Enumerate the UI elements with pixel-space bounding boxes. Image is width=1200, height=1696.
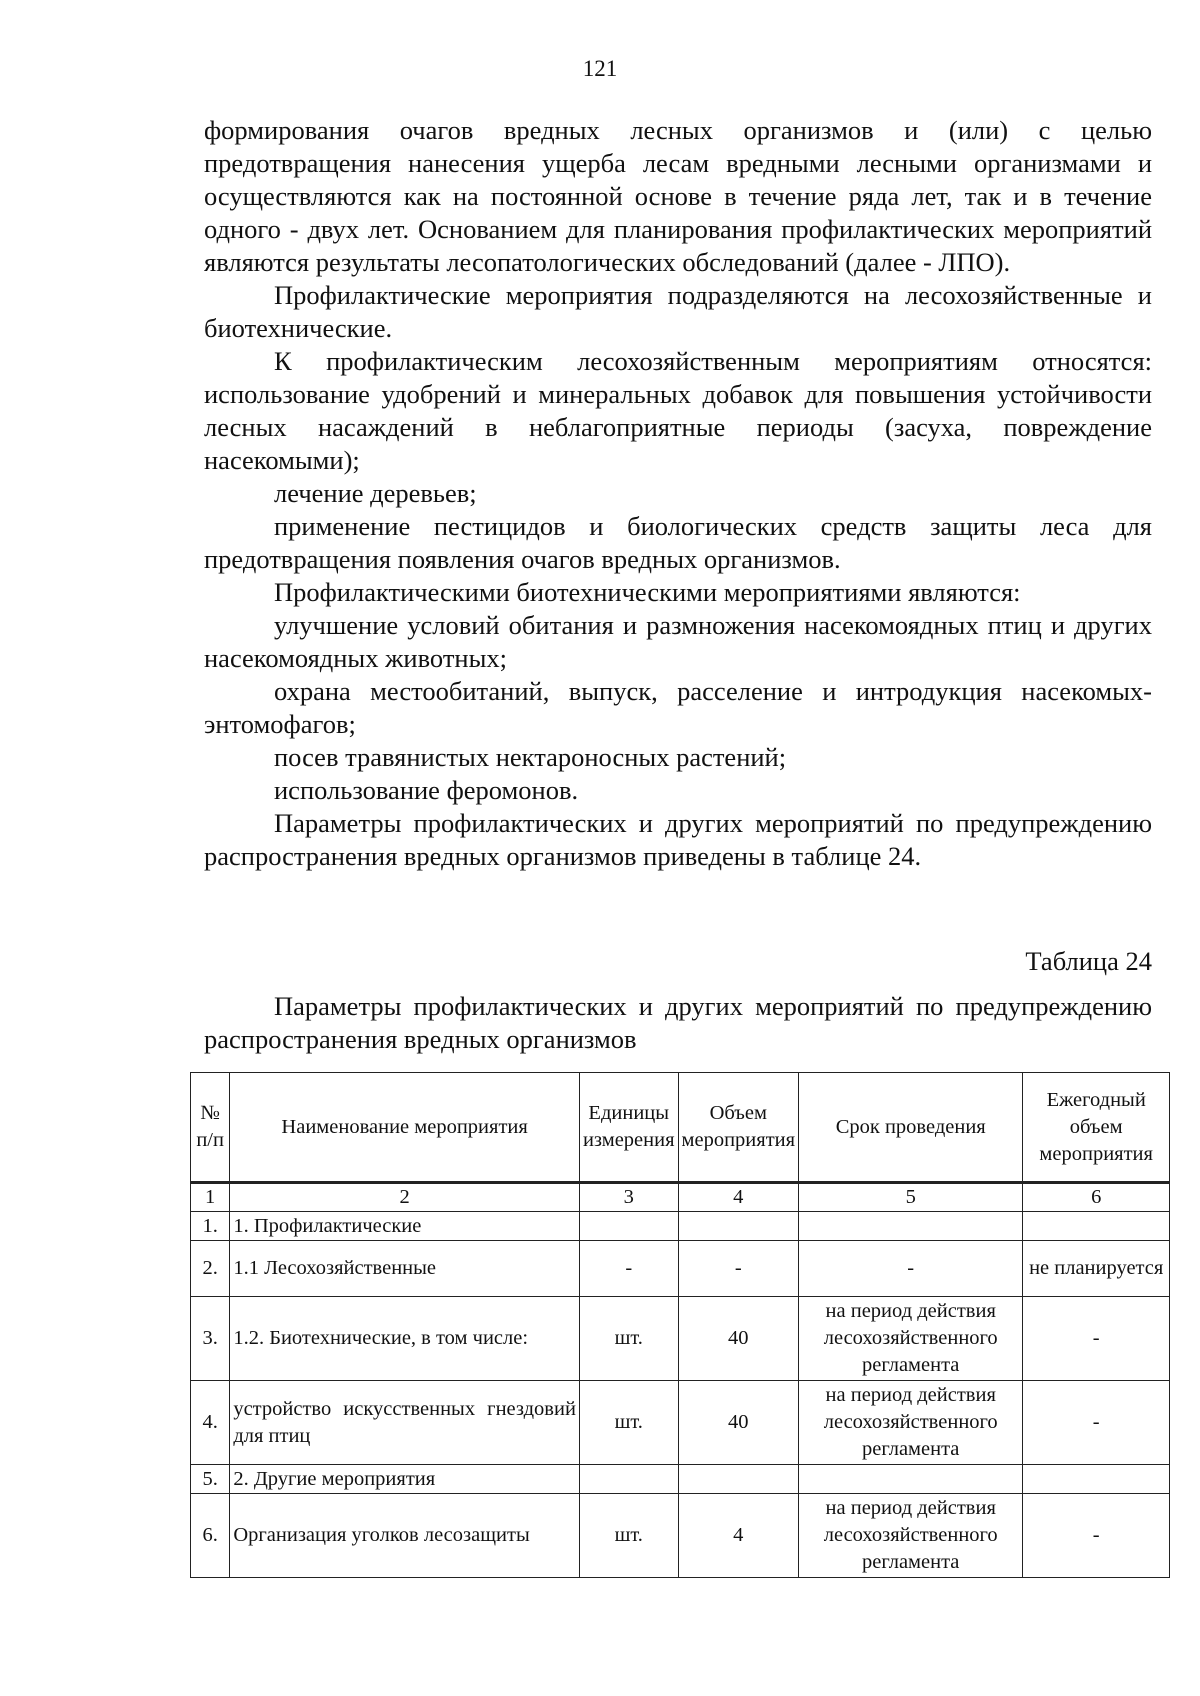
paragraph: лечение деревьев; [274, 478, 477, 508]
cell-annual-volume: - [1023, 1494, 1170, 1578]
table-row [191, 1212, 1170, 1241]
cell-volume: 40 [678, 1381, 799, 1465]
cell-annual-volume: не планируется [1023, 1241, 1170, 1297]
column-number: 1 [191, 1183, 230, 1212]
paragraph: использование феромонов. [274, 775, 579, 805]
cell-name: 1.1 Лесохозяйственные [230, 1241, 580, 1297]
cell-annual-volume [1023, 1212, 1170, 1241]
cell-units [579, 1465, 678, 1494]
paragraph: формирования очагов вредных лесных организмов и (или) с целью предотвращения нанесения ущерба лесам вредными лесными организмами и осуществляются как на постоянной основе в течение ряда лет, так и в течение одного - двух лет. Основанием для планирования профилактических мероприятий являются результаты лесопатологических обследований (далее - ЛПО). [204, 115, 1152, 277]
paragraph: улучшение условий обитания и размножения насекомоядных птиц и других насекомоядных животных; [204, 610, 1152, 673]
cell-term: - [799, 1241, 1023, 1297]
column-number: 5 [799, 1183, 1023, 1212]
cell-name: устройство искусственных гнездовий для птиц [230, 1381, 580, 1465]
cell-units: - [579, 1241, 678, 1297]
table-label: Таблица 24 [1025, 946, 1152, 976]
cell-annual-volume [1023, 1465, 1170, 1494]
header-annual-volume: Ежегодный объем мероприятия [1023, 1073, 1170, 1183]
paragraph: посев травянистых нектароносных растений; [274, 742, 787, 772]
cell-name: 1.2. Биотехнические, в том числе: [230, 1297, 580, 1381]
cell-units: шт. [579, 1297, 678, 1381]
table-row [191, 1381, 1170, 1465]
body-text [204, 114, 1152, 873]
cell-number: 3. [191, 1297, 230, 1381]
cell-units: шт. [579, 1494, 678, 1578]
cell-units: шт. [579, 1381, 678, 1465]
cell-term [799, 1212, 1023, 1241]
column-number-row [191, 1183, 1170, 1212]
page-number: 121 [582, 56, 618, 81]
cell-annual-volume: - [1023, 1297, 1170, 1381]
cell-term: на период действия лесохозяйственного регламента [799, 1494, 1023, 1578]
cell-annual-volume: - [1023, 1381, 1170, 1465]
cell-name: 2. Другие мероприятия [230, 1465, 580, 1494]
table-row [191, 1465, 1170, 1494]
header-volume: Объем мероприятия [678, 1073, 799, 1183]
paragraph: охрана местообитаний, выпуск, расселение и интродукция насекомых-энтомофагов; [204, 676, 1152, 739]
cell-name: 1. Профилактические [230, 1212, 580, 1241]
cell-volume [678, 1212, 799, 1241]
header-units: Единицы измерения [579, 1073, 678, 1183]
column-number: 3 [579, 1183, 678, 1212]
cell-number: 2. [191, 1241, 230, 1297]
cell-term: на период действия лесохозяйственного регламента [799, 1381, 1023, 1465]
table-row [191, 1297, 1170, 1381]
table-row [191, 1494, 1170, 1578]
table-header-row [191, 1073, 1170, 1183]
column-number: 2 [230, 1183, 580, 1212]
table-row [191, 1241, 1170, 1297]
cell-volume: 4 [678, 1494, 799, 1578]
header-number: № п/п [191, 1073, 230, 1183]
cell-term [799, 1465, 1023, 1494]
cell-volume: 40 [678, 1297, 799, 1381]
cell-name: Организация уголков лесозащиты [230, 1494, 580, 1578]
cell-number: 5. [191, 1465, 230, 1494]
cell-term: на период действия лесохозяйственного регламента [799, 1297, 1023, 1381]
paragraph: Профилактическими биотехническими мероприятиями являются: [274, 577, 1021, 607]
paragraph: К профилактическим лесохозяйственным мероприятиям относятся: использование удобрений и минеральных добавок для повышения устойчивости лесных насаждений в неблагоприятные периоды (засуха, повреждение насекомыми); [204, 346, 1152, 475]
column-number: 6 [1023, 1183, 1170, 1212]
cell-number: 1. [191, 1212, 230, 1241]
header-name: Наименование мероприятия [230, 1073, 580, 1183]
table-caption: Параметры профилактических и других мероприятий по предупреждению распространения вредных организмов [204, 991, 1152, 1054]
cell-volume: - [678, 1241, 799, 1297]
parameters-table [190, 1072, 1170, 1578]
cell-volume [678, 1465, 799, 1494]
cell-units [579, 1212, 678, 1241]
paragraph: применение пестицидов и биологических средств защиты леса для предотвращения появления очагов вредных организмов. [204, 511, 1152, 574]
header-term: Срок проведения [799, 1073, 1023, 1183]
cell-number: 6. [191, 1494, 230, 1578]
paragraph: Параметры профилактических и других мероприятий по предупреждению распространения вредных организмов приведены в таблице 24. [204, 808, 1152, 871]
column-number: 4 [678, 1183, 799, 1212]
cell-number: 4. [191, 1381, 230, 1465]
paragraph: Профилактические мероприятия подразделяются на лесохозяйственные и биотехнические. [204, 280, 1152, 343]
